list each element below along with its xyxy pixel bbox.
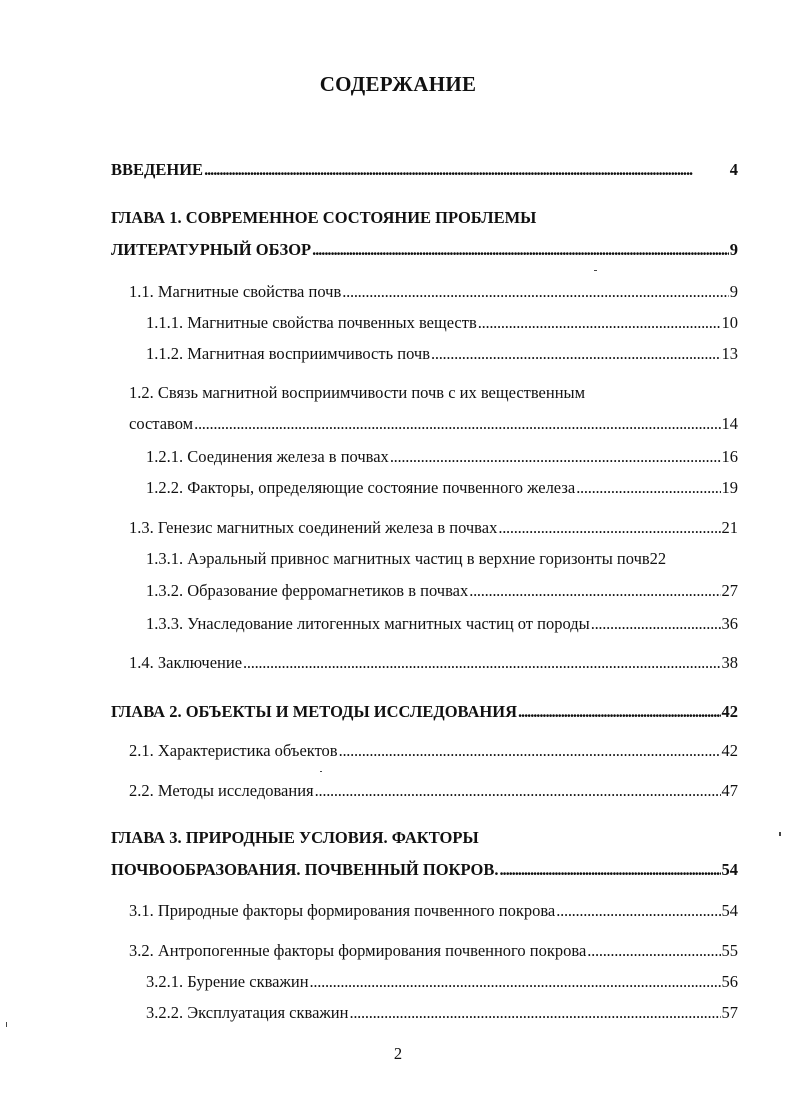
toc-entry-page: 14: [721, 414, 738, 433]
toc-entry-label: 1.2.1. Соединения железа в почвах: [146, 447, 389, 466]
leader-dots: [587, 940, 720, 962]
toc-entry-2-1[interactable]: [129, 740, 738, 762]
toc-chapter-1-line1[interactable]: ГЛАВА 1. СОВРЕМЕННОЕ СОСТОЯНИЕ ПРОБЛЕМЫ: [111, 208, 537, 227]
leader-dots: [498, 517, 720, 539]
toc-entry-page: 9: [729, 282, 738, 301]
leader-dots: [312, 239, 729, 261]
toc-entry-label: 1.1.1. Магнитные свойства почвенных веществ: [146, 313, 477, 332]
toc-entry-page: 19: [721, 478, 738, 497]
leader-dots: [315, 780, 721, 802]
leader-dots: [339, 740, 721, 762]
toc-entry-3-2-2[interactable]: [146, 1002, 738, 1024]
toc-chapter-3[interactable]: [111, 859, 738, 881]
leader-dots: [431, 343, 721, 365]
toc-entry-label: ЛИТЕРАТУРНЫЙ ОБЗОР: [111, 240, 312, 259]
toc-entry-page: 16: [721, 447, 738, 466]
toc-entry-3-2[interactable]: [129, 940, 738, 962]
page-title: СОДЕРЖАНИЕ: [319, 72, 477, 96]
toc-entry-page: 13: [721, 344, 738, 363]
toc-entry-1-3-3[interactable]: [146, 613, 738, 635]
leader-dots: [478, 312, 721, 334]
toc-entry-page: 10: [721, 313, 738, 332]
toc-chapter-2[interactable]: [111, 701, 738, 723]
toc-entry-1-4[interactable]: [129, 652, 738, 674]
toc-entry-page: 42: [721, 702, 738, 721]
toc-entry-1-3-1[interactable]: [146, 548, 738, 570]
leader-dots: [469, 580, 720, 602]
leader-dots: [204, 159, 729, 181]
toc-entry-label: 1.1.2. Магнитная восприимчивость почв: [146, 344, 430, 363]
toc-entry-1-2-1[interactable]: [146, 446, 738, 468]
toc-entry-label: 1.3.3. Унаследование литогенных магнитных частиц от породы: [146, 614, 590, 633]
toc-entry-1-2-line1[interactable]: 1.2. Связь магнитной восприимчивости почв с их вещественным: [129, 383, 586, 402]
toc-entry-label: ГЛАВА 2. ОБЪЕКТЫ И МЕТОДЫ ИССЛЕДОВАНИЯ: [111, 702, 517, 721]
toc-entry-1-1[interactable]: [129, 281, 738, 303]
toc-entry-page: 27: [721, 581, 738, 600]
toc-entry-label: 2.1. Характеристика объектов: [129, 741, 338, 760]
toc-entry-1-3[interactable]: [129, 517, 738, 539]
leader-dots: [390, 446, 721, 468]
toc-entry-page: 54: [721, 860, 738, 879]
page-number: 2: [393, 1044, 403, 1063]
toc-entry-1-2[interactable]: [129, 413, 738, 435]
leader-dots: [518, 701, 721, 723]
toc-chapter-3-line1[interactable]: ГЛАВА 3. ПРИРОДНЫЕ УСЛОВИЯ. ФАКТОРЫ: [111, 828, 479, 847]
toc-entry-label: ПОЧВООБРАЗОВАНИЯ. ПОЧВЕННЫЙ ПОКРОВ.: [111, 860, 499, 879]
toc-entry-label: 2.2. Методы исследования: [129, 781, 314, 800]
toc-entry-page: 57: [721, 1003, 738, 1022]
toc-entry-label: 3.2.1. Бурение скважин: [146, 972, 309, 991]
leader-dots: [576, 477, 720, 499]
scan-speck: [594, 270, 597, 271]
toc-entry-page: 36: [721, 614, 738, 633]
toc-entry-label: составом: [129, 414, 194, 433]
leader-dots: [556, 900, 720, 922]
leader-dots: [349, 1002, 720, 1024]
toc-entry-page: 21: [721, 518, 738, 537]
toc-entry-3-1[interactable]: [129, 900, 738, 922]
leader-dots: [499, 859, 720, 881]
toc-entry-page: 38: [721, 653, 738, 672]
toc-entry-3-2-1[interactable]: [146, 971, 738, 993]
toc-entry-page: 4: [729, 160, 738, 179]
leader-dots: [194, 413, 720, 435]
toc-entry-label: 1.1. Магнитные свойства почв: [129, 282, 342, 301]
toc-entry-label: 3.2.2. Эксплуатация скважин: [146, 1003, 349, 1022]
toc-entry-label: 1.4. Заключение: [129, 653, 243, 672]
toc-entry-page: 42: [721, 741, 738, 760]
leader-dots: [591, 613, 721, 635]
toc-entry-label: 1.3.1. Аэральный привнос магнитных частиц в верхние горизонты почв: [146, 549, 650, 568]
toc-entry-page: 54: [721, 901, 738, 920]
toc-chapter-1[interactable]: [111, 239, 738, 261]
scan-speck: [320, 771, 322, 772]
toc-entry-page: 22: [649, 549, 667, 568]
toc-entry-intro[interactable]: [111, 159, 738, 181]
leader-dots: [310, 971, 721, 993]
toc-entry-page: 47: [721, 781, 738, 800]
toc-entry-label: 3.1. Природные факторы формирования почвенного покрова: [129, 901, 556, 920]
toc-entry-page: 56: [721, 972, 738, 991]
toc-entry-1-1-2[interactable]: [146, 343, 738, 365]
toc-entry-label: 3.2. Антропогенные факторы формирования почвенного покрова: [129, 941, 587, 960]
scan-speck: [6, 1022, 7, 1027]
scan-speck: [779, 832, 781, 836]
leader-dots: [342, 281, 728, 303]
toc-entry-label: 1.3.2. Образование ферромагнетиков в почвах: [146, 581, 469, 600]
toc-entry-1-1-1[interactable]: [146, 312, 738, 334]
toc-entry-1-3-2[interactable]: [146, 580, 738, 602]
toc-entry-2-2[interactable]: [129, 780, 738, 802]
toc-entry-page: 55: [721, 941, 738, 960]
toc-entry-page: 9: [729, 240, 738, 259]
toc-entry-label: 1.2.2. Факторы, определяющие состояние почвенного железа: [146, 478, 576, 497]
toc-entry-label: 1.3. Генезис магнитных соединений железа в почвах: [129, 518, 498, 537]
leader-dots: [243, 652, 720, 674]
toc-entry-label: ВВЕДЕНИЕ: [111, 160, 204, 179]
toc-entry-1-2-2[interactable]: [146, 477, 738, 499]
